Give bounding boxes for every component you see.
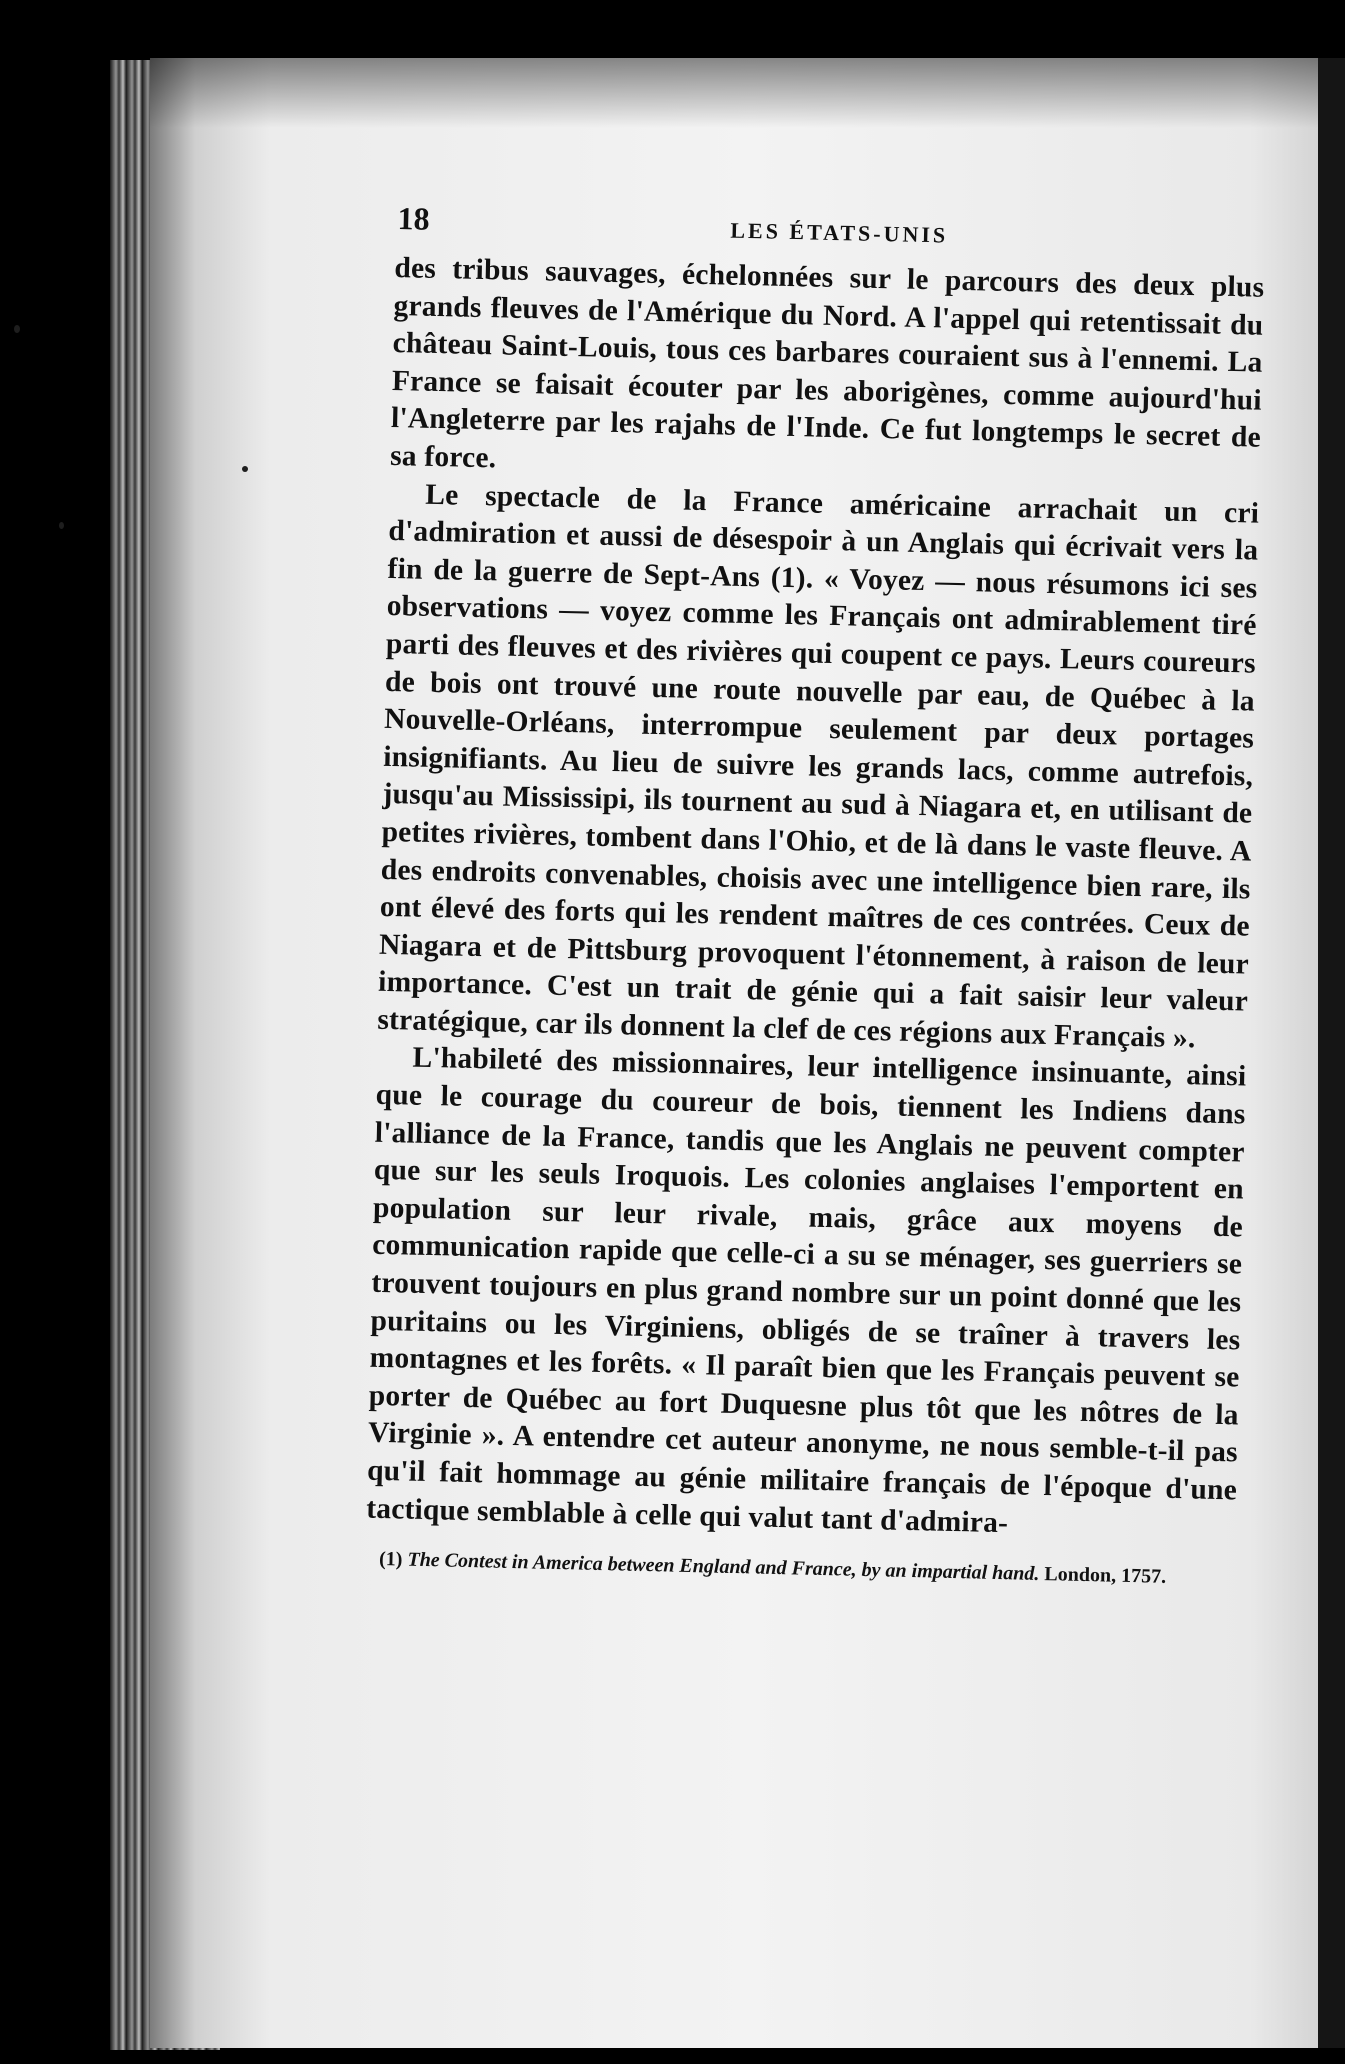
paragraph: des tribus sauvages, échelonnées sur le parcours des deux plus grands fleuves de l'Amérique du Nord. A l'appel qui retentissait du château Saint-Louis, tous ces barbares couraient sus à l'ennemi. La France se faisait écouter par les aborigènes, comme aujourd'hui l'Angleterre par les rajahs de l'Inde. Ce fut longtemps le secret de sa force.: [389, 251, 1265, 475]
footnote-marker: (1): [378, 1548, 403, 1571]
footnote-title: The Contest in America between England and France, by an impartial hand.: [407, 1548, 1040, 1586]
paragraph: Le spectacle de la France américaine arrachait un cri d'admiration et aussi de désespoir à un Anglais qui écrivait vers la fin de la guerre de Sept-Ans (1). « Voyez — nous résumons ici ses observations — voyez comme les Français ont admirablement tiré parti des fleuves et des rivières qui coupent ce pays. Leurs coureurs de bois ont trouvé une route nouvelle par eau, de Québec à la Nouvelle-Orléans, interrompue seulement par deux portages insignifiants. Au lieu de suivre les grands lacs, comme autrefois, jusqu'au Mississipi, ils tournent au sud à Niagara et, en utilisant de petites rivières, tombent dans l'Ohio, et de là dans le vaste fleuve. A des endroits convenables, choisis avec une intelligence bien rare, ils ont élevé des forts qui les rendent maîtres de ces contrées. Ceux de Niagara et de Pittsburg provoquent l'étonnement, à raison de leur importance. C'est un trait de génie qui a fait saisir leur valeur stratégique, car ils donnent la clef de ces régions aux Français ».: [377, 478, 1260, 1055]
page-shadow: [150, 58, 1335, 128]
page-text: [365, 200, 1266, 1593]
running-title: LES ÉTATS-UNIS: [730, 217, 949, 248]
scan-speck: [14, 325, 20, 333]
scan-speck: [242, 466, 248, 472]
paragraph: L'habileté des missionnaires, leur intelligence insinuante, ainsi que le courage du coureur de bois, tiennent les Indiens dans l'alliance de la France, tandis que les Anglais ne peuvent compter que sur les seuls Iroquois. Les colonies anglaises l'emportent en population sur leur rivale, mais, grâce aux moyens de communication rapide que celle-ci a su se ménager, ses guerriers se trouvent toujours en plus grand nombre sur un point donné que les puritains ou les Virginiens, obligés de se traîner à travers les montagnes et les forêts. « Il paraît bien que les Français peuvent se porter de Québec au fort Duquesne plus tôt que les nôtres de la Virginie ». A entendre cet auteur anonyme, ne nous semble-t-il pas qu'il fait hommage au génie militaire français de l'époque d'une tactique semblable à celle qui valut tant d'admira-: [365, 1042, 1247, 1539]
page-number: 18: [397, 200, 430, 237]
scan-speck: [59, 522, 64, 529]
footnote-imprint: London, 1757.: [1044, 1563, 1167, 1589]
page-right-edge: [1318, 58, 1345, 2048]
